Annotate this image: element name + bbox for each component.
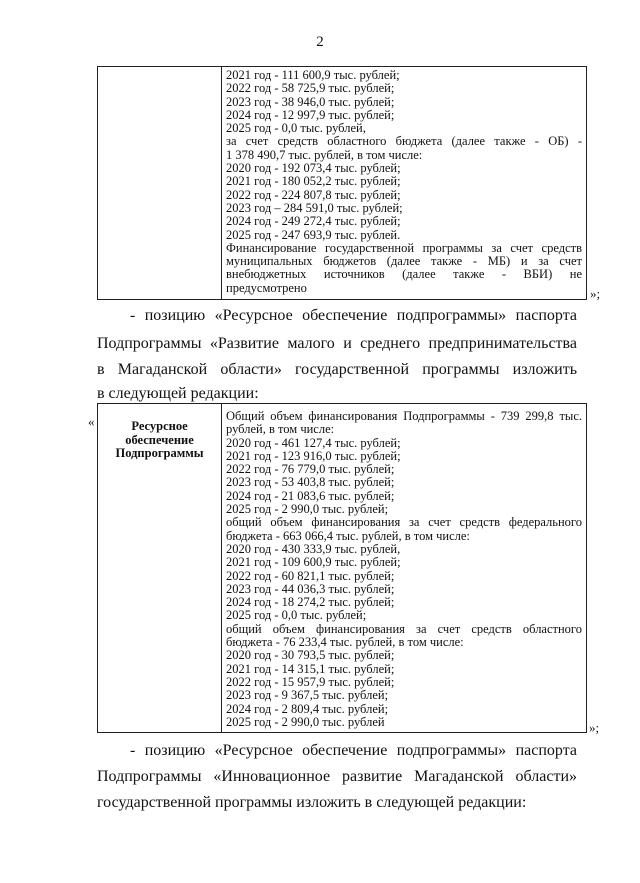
table1-line: 2020 год - 192 073,4 тыс. рублей;: [226, 161, 401, 176]
row-label-line: Подпрограммы: [115, 446, 204, 460]
table2-line: 2024 год - 21 083,6 тыс. рублей;: [226, 488, 395, 503]
table2-line: 2025 год - 2 990,0 тыс. рублей: [226, 714, 385, 729]
table2-line: общий объем финансирования за счет средств областного: [226, 621, 582, 636]
table2-line: 2020 год - 430 333,9 тыс. рублей,: [226, 541, 401, 556]
table-right-cell: [222, 404, 586, 732]
paragraph-line: в следующей редакции:: [97, 385, 259, 402]
row-label-line: обеспечение: [125, 432, 194, 447]
table2-line: 2023 год - 9 367,5 тыс. рублей;: [226, 688, 389, 703]
table2-line: 2025 год - 2 990,0 тыс. рублей;: [226, 502, 389, 517]
table2-line: 2022 год - 15 957,9 тыс. рублей;: [226, 674, 395, 689]
table1-line: 1 378 490,7 тыс. рублей, в том числе:: [226, 147, 423, 162]
table2-line: 2020 год - 30 793,5 тыс. рублей;: [226, 648, 395, 663]
table1-line: муниципальных бюджетов (далее также - МБ) и за счет: [226, 254, 582, 269]
table1-line: за счет средств областного бюджета (далее также - ОБ) -: [226, 134, 582, 149]
page-number: 2: [316, 34, 324, 50]
table-right-cell: [222, 67, 586, 299]
table2-line: 2025 год - 0,0 тыс. рублей;: [226, 608, 367, 623]
opening-quote: «: [88, 414, 95, 429]
table2-line: рублей, в том числе:: [226, 422, 335, 437]
table1-line: Финансирование государственной программы за счет средств: [226, 240, 582, 255]
table1-line: 2023 год - 38 946,0 тыс. рублей;: [226, 94, 395, 109]
table1-line: 2021 год - 111 600,9 тыс. рублей;: [226, 68, 400, 82]
resource-provision-table: [97, 403, 587, 733]
table2-line: 2022 год - 60 821,1 тыс. рублей;: [226, 568, 395, 583]
table2-line: бюджета - 663 066,4 тыс. рублей, в том числе:: [226, 528, 470, 543]
row-label-line: Ресурсное: [131, 419, 188, 433]
table1-line: предусмотрено: [226, 280, 307, 295]
table2-line: 2021 год - 109 600,9 тыс. рублей;: [226, 555, 401, 570]
paragraph-line: в Магаданской области» государственной программы изложить: [97, 361, 577, 378]
paragraph-line: Подпрограммы «Инновационное развитие Магаданской области»: [97, 768, 577, 785]
table-left-cell-empty: [98, 67, 222, 299]
table2-line: 2023 год - 44 036,3 тыс. рублей;: [226, 581, 395, 596]
paragraph-line: - позицию «Ресурсное обеспечение подпрограммы» паспорта: [130, 307, 577, 324]
table1-line: 2021 год - 180 052,2 тыс. рублей;: [226, 174, 401, 189]
closing-quote: »;: [589, 720, 600, 735]
closing-quote: »;: [590, 286, 601, 301]
paragraph-line: - позицию «Ресурсное обеспечение подпрограммы» паспорта: [130, 742, 577, 759]
table2-line: 2021 год - 14 315,1 тыс. рублей;: [226, 661, 395, 676]
table2-line: 2020 год - 461 127,4 тыс. рублей;: [226, 435, 401, 450]
table1-line: 2024 год - 249 272,4 тыс. рублей;: [226, 214, 401, 229]
table2-line: бюджета - 76 233,4 тыс. рублей, в том числе:: [226, 635, 464, 650]
paragraph-line: Подпрограммы «Развитие малого и среднего предпринимательства: [97, 335, 577, 352]
table1-line: 2025 год - 0,0 тыс. рублей,: [226, 121, 366, 136]
table1-line: 2025 год - 247 693,9 тыс. рублей.: [226, 227, 401, 242]
table1-line: 2023 год – 284 591,0 тыс. рублей;: [226, 200, 403, 215]
table2-line: 2024 год - 2 809,4 тыс. рублей;: [226, 701, 389, 716]
table2-line: Общий объем финансирования Подпрограммы - 739 299,8 тыс.: [226, 409, 582, 423]
row-label: [98, 404, 221, 461]
financing-table-continuation: [97, 66, 587, 300]
paragraph-line: государственной программы изложить в следующей редакции:: [97, 794, 527, 811]
table2-line: 2024 год - 18 274,2 тыс. рублей;: [226, 595, 395, 610]
table1-line: 2024 год - 12 997,9 тыс. рублей;: [226, 107, 395, 122]
table1-line: 2022 год - 224 807,8 тыс. рублей;: [226, 187, 401, 202]
table-left-cell: [98, 404, 222, 732]
table2-line: 2023 год - 53 403,8 тыс. рублей;: [226, 475, 395, 490]
table1-line: внебюджетных источников (далее также - ВБИ) не: [226, 267, 582, 282]
table2-line: общий объем финансирования за счет средств федерального: [226, 515, 582, 530]
table2-line: 2022 год - 76 779,0 тыс. рублей;: [226, 462, 395, 477]
table2-line: 2021 год - 123 916,0 тыс. рублей;: [226, 448, 401, 463]
table1-line: 2022 год - 58 725,9 тыс. рублей;: [226, 81, 395, 96]
